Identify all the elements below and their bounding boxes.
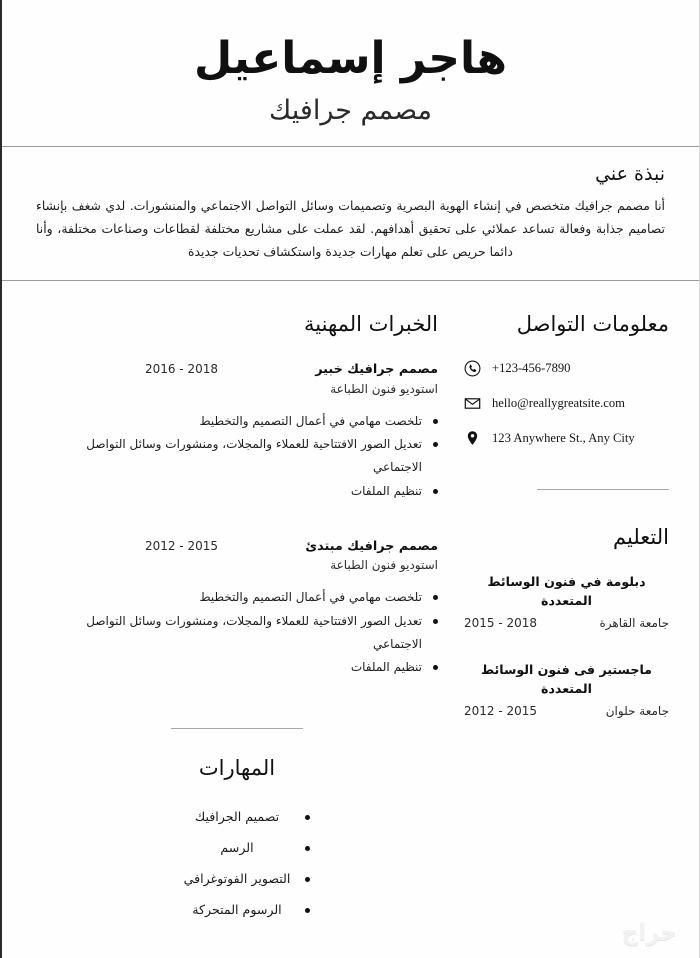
experience-item-header	[36, 537, 438, 572]
envelope-icon	[464, 395, 481, 412]
skill-label: الرسوم المتحركة	[192, 901, 282, 917]
experience-item	[36, 537, 438, 680]
experience-bullet: تلخصت مهامي في أعمال التصميم والتخطيط	[36, 586, 438, 609]
education-degree: دبلومة في فنون الوسائط المتعددة	[487, 573, 646, 609]
about-section	[2, 147, 699, 280]
contact-heading: معلومات التواصل	[516, 312, 669, 337]
contact-row-phone[interactable]	[464, 360, 669, 377]
experience-bullet: تنظيم الملفات	[36, 480, 438, 503]
education-list	[464, 572, 669, 718]
resume-body-columns	[2, 281, 699, 925]
experience-section	[36, 311, 438, 680]
divider-above-education	[537, 489, 669, 490]
experience-titles	[288, 537, 438, 572]
skill-item	[36, 802, 438, 833]
skill-label: التصوير الفوتوغرافي	[183, 870, 291, 886]
experience-bullet: تعديل الصور الافتتاحية للعملاء والمجلات، ومنشورات وسائل التواصل الاجتماعي	[36, 433, 438, 480]
about-body: أنا مصمم جرافيك متخصص في إنشاء الهوية البصرية وتصميمات وسائل التواصل الاجتماعي والمنشورات. لدي شغف بإنشاء تصاميم جذابة وفعالة تساعد عملائي على تحقيق أهدافهم. لقد عملت على مشاريع مختلفة لقطاعات وصناعات مختلفة، وأنا دائما حريص على تعلم مهارات جديدة واستكشاف تحديات جديدة	[36, 198, 665, 260]
contact-email-value: hello@reallygreatsite.com	[492, 396, 625, 411]
contact-address-value: 123 Anywhere St., Any City	[492, 431, 635, 446]
divider-above-skills	[171, 728, 303, 729]
education-heading: التعليم	[613, 525, 669, 550]
experience-bullets	[36, 410, 438, 504]
left-column	[32, 311, 438, 925]
candidate-job-title: مصمم جرافيك	[269, 95, 432, 127]
education-item	[464, 660, 669, 718]
experience-item-header	[36, 360, 438, 395]
right-column	[464, 311, 669, 925]
education-years: 2012 - 2015	[464, 703, 538, 718]
experience-role: مصمم جرافيك مبتدئ	[305, 539, 438, 555]
education-meta	[464, 704, 669, 718]
skills-list	[36, 802, 438, 925]
experience-bullets	[36, 586, 438, 680]
experience-list	[36, 360, 438, 680]
skill-label: تصميم الجرافيك	[194, 809, 280, 825]
experience-heading: الخبرات المهنية	[304, 312, 438, 337]
experience-org: استوديو فنون الطباعة	[330, 558, 438, 573]
contact-phone-value: +123-456-7890	[492, 361, 571, 376]
experience-org: استوديو فنون الطباعة	[330, 381, 438, 396]
experience-role: مصمم جرافيك خبير	[315, 362, 438, 378]
contact-row-email[interactable]	[464, 395, 669, 412]
education-school: جامعة القاهرة	[599, 615, 669, 630]
watermark: حراج	[621, 920, 677, 946]
resume-header	[2, 0, 699, 146]
about-heading: نبذة عني	[595, 163, 665, 186]
education-item	[464, 572, 669, 630]
phone-icon	[464, 360, 481, 377]
location-pin-icon	[464, 430, 481, 447]
education-meta	[464, 616, 669, 630]
candidate-name: هاجر إسماعيل	[193, 33, 508, 84]
education-degree: ماجستير فى فنون الوسائط المتعددة	[481, 661, 652, 697]
education-years: 2015 - 2018	[464, 615, 538, 630]
education-section	[464, 524, 669, 717]
skill-item	[36, 833, 438, 864]
contact-list	[464, 360, 669, 447]
skills-section	[36, 728, 438, 926]
experience-years: 2012 - 2015	[144, 539, 218, 554]
experience-bullet: تنظيم الملفات	[36, 656, 438, 679]
skills-heading: المهارات	[198, 755, 276, 780]
contact-row-address[interactable]	[464, 430, 669, 447]
experience-bullet: تلخصت مهامي في أعمال التصميم والتخطيط	[36, 410, 438, 433]
skill-label: الرسم	[220, 840, 254, 856]
skill-item	[36, 864, 438, 895]
skill-item	[36, 895, 438, 926]
education-school: جامعة حلوان	[605, 703, 669, 718]
experience-years: 2016 - 2018	[144, 362, 218, 377]
experience-titles	[288, 360, 438, 395]
experience-bullet: تعديل الصور الافتتاحية للعملاء والمجلات، ومنشورات وسائل التواصل الاجتماعي	[36, 610, 438, 657]
contact-section	[464, 311, 669, 447]
experience-item	[36, 360, 438, 503]
